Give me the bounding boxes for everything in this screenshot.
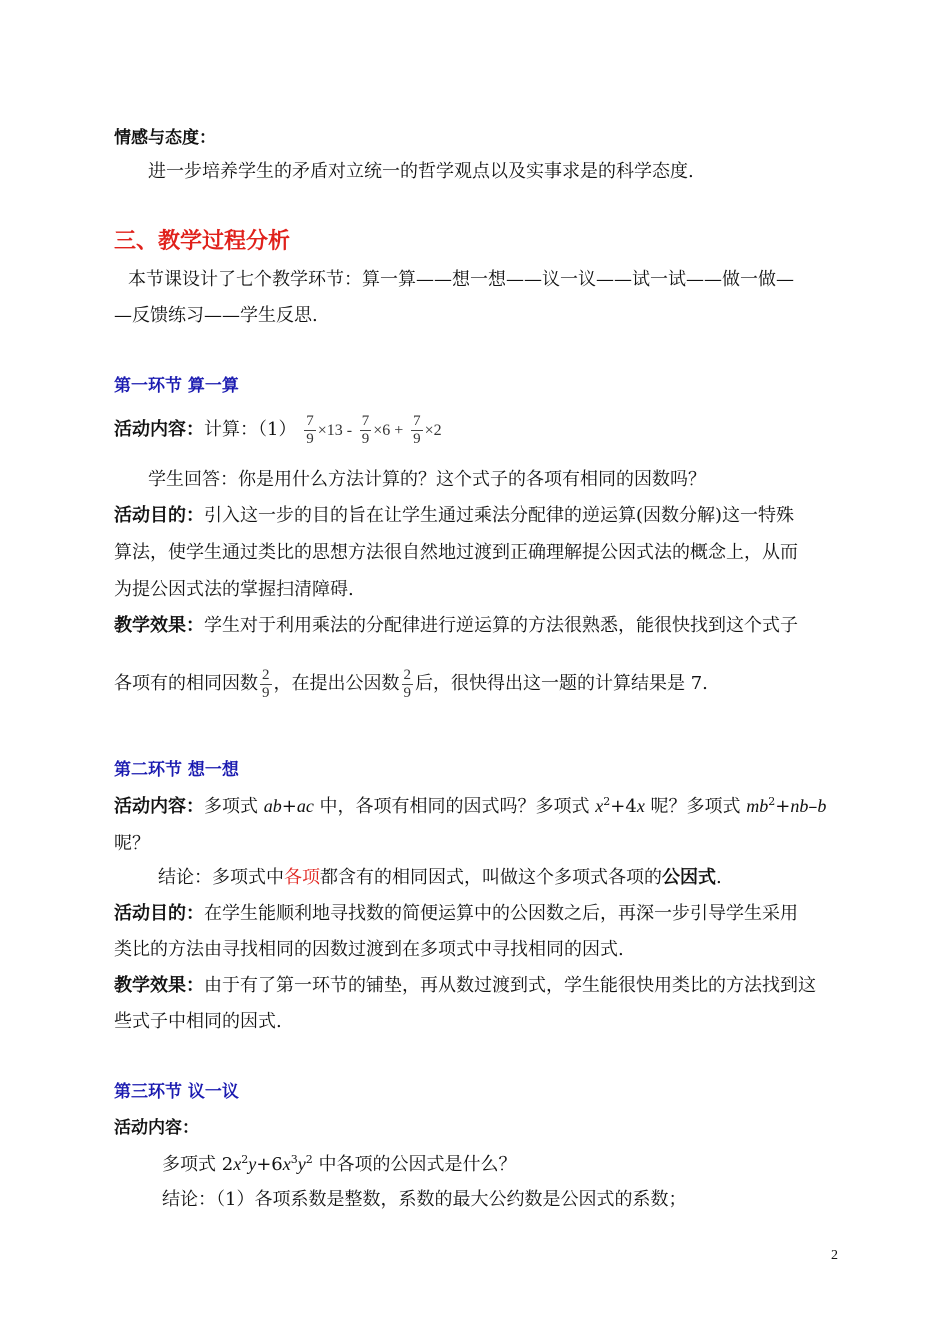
part2-content-line2: 呢？ [114, 833, 150, 854]
part1-content-prefix: 计算：（1） [204, 419, 297, 440]
affect-text: 进一步培养学生的矛盾对立统一的哲学观点以及实事求是的科学态度. [148, 161, 694, 182]
fraction: $\frac{7}{9}$ [413, 412, 421, 447]
part1-heading: 第一环节 算一算 [114, 376, 239, 396]
part2-purpose-line2: 类比的方法由寻找相同的因数过渡到在多项式中寻找相同的因式. [114, 939, 624, 960]
part2-effect-line2: 些式子中相同的因式. [114, 1011, 282, 1032]
part3-heading: 第三环节 议一议 [114, 1082, 239, 1102]
part2-content-line1: 活动内容：多项式 ab+ac 中，各项有相同的因式吗？多项式 $x^2+4x$ 呢？多项式 $mb^2+nb-b$ [114, 795, 827, 817]
fraction: $\frac{2}{9}$ [403, 666, 411, 701]
page-number: 2 [831, 1248, 838, 1263]
part2-purpose-line1: 活动目的：在学生能顺利地寻找数的简便运算中的公因数之后，再深一步引导学生采用 [114, 903, 798, 924]
part2-heading: 第二环节 想一想 [114, 760, 239, 780]
part1-purpose-line1: 活动目的：引入这一步的目的旨在让学生通过乘法分配律的逆运算(因数分解)这一特殊 [114, 505, 795, 526]
part3-question: 多项式 $2x^2y+6x^3y^2$ 中各项的公因式是什么？ [162, 1153, 517, 1175]
math-term: ×13 - [317, 422, 353, 439]
section-heading: 三、教学过程分析 [114, 229, 291, 254]
part1-effect-line2: 各项有的相同因数 $\frac{2}{9}$ ，在提出公因数 $\frac{2}{9}$ 后，很快得出这一题的计算结果是 7. [114, 666, 708, 701]
part1-content [114, 412, 840, 449]
part1-effect-line1: 教学效果：学生对于利用乘法的分配律进行逆运算的方法很熟悉，能很快找到这个式子 [114, 615, 798, 636]
part2-conclusion: 结论：多项式中各项都含有的相同因式，叫做这个多项式各项的公因式. [158, 867, 722, 888]
part1-student: 学生回答：你是用什么方法计算的？这个式子的各项有相同的因数吗？ [148, 469, 706, 490]
part3-content-label: 活动内容： [114, 1118, 199, 1138]
section-intro-line1: 本节课设计了七个教学环节：算一算——想一想——议一议——试一试——做一做— [128, 269, 794, 290]
part3-conclusion: 结论：（1）各项系数是整数，系数的最大公约数是公因式的系数； [162, 1189, 687, 1210]
fraction: $\frac{7}{9}$ [306, 412, 314, 447]
fraction: $\frac{2}{9}$ [262, 666, 270, 701]
affect-heading: 情感与态度： [114, 128, 216, 148]
fraction: $\frac{7}{9}$ [361, 412, 370, 447]
part1-content-label: 活动内容： [114, 419, 204, 440]
math-term: ×6 + [373, 422, 404, 439]
math-term: ×2 [424, 422, 442, 439]
section-intro-line2: —反馈练习——学生反思. [114, 305, 318, 326]
part1-purpose-line2: 算法，使学生通过类比的思想方法很自然地过渡到正确理解提公因式法的概念上，从而 [114, 542, 798, 563]
part1-purpose-line3: 为提公因式法的掌握扫清障碍. [114, 579, 354, 600]
part2-effect-line1: 教学效果：由于有了第一环节的铺垫，再从数过渡到式，学生能很快用类比的方法找到这 [114, 975, 816, 996]
